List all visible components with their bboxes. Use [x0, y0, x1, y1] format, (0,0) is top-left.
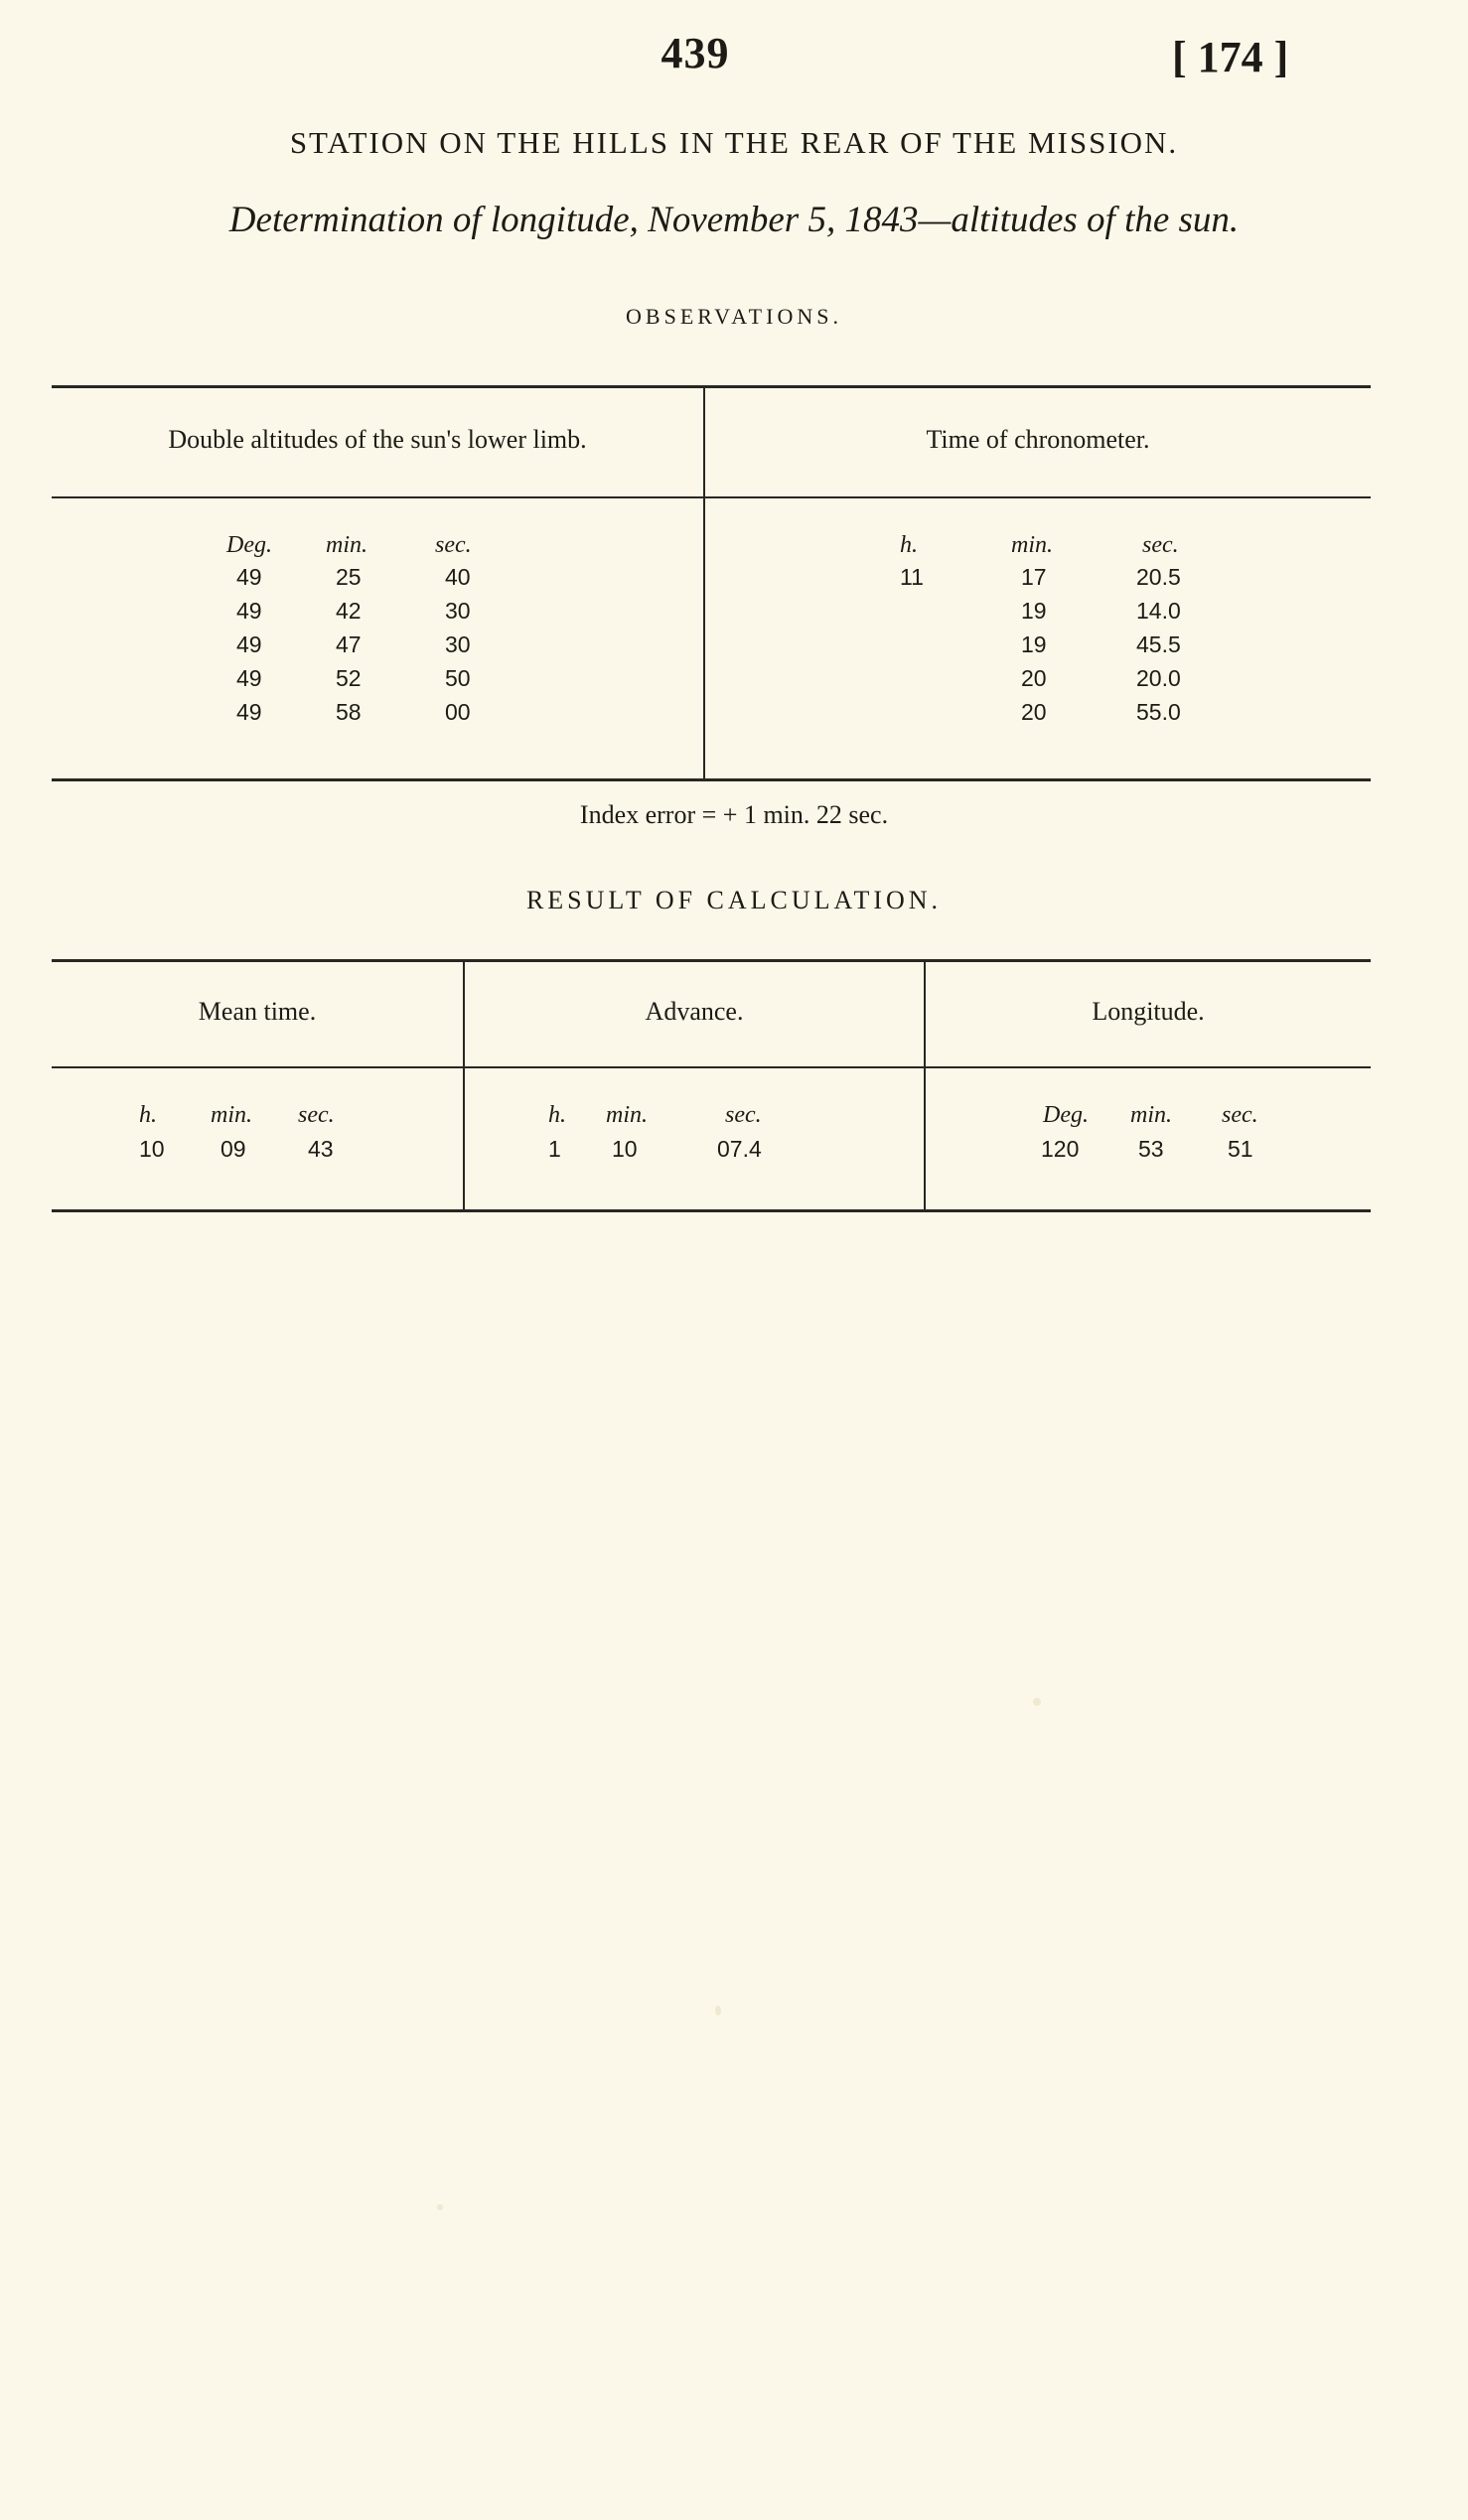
- mean-time-min: 09: [220, 1136, 246, 1162]
- unit-min: min.: [1130, 1102, 1172, 1128]
- subtitle: Determination of longitude, November 5, 1843—altitudes of the sun.: [228, 200, 1240, 240]
- unit-sec: sec.: [725, 1102, 762, 1128]
- chron-min: 20: [1021, 699, 1047, 725]
- unit-chron-min: min.: [1011, 532, 1053, 558]
- unit-h: h.: [900, 532, 918, 558]
- obs-deg: 49: [236, 631, 262, 657]
- header-divider-rule: [52, 1066, 1371, 1068]
- table-bottom-rule: [52, 778, 1371, 781]
- unit-h: h.: [548, 1102, 566, 1128]
- mean-time-h: 10: [139, 1136, 165, 1162]
- paper-stain: [437, 2204, 443, 2210]
- observations-heading: OBSERVATIONS.: [626, 304, 842, 329]
- obs-min: 58: [336, 699, 362, 725]
- unit-deg: Deg.: [1043, 1102, 1089, 1128]
- column-header-mean-time: Mean time.: [198, 997, 317, 1026]
- obs-sec: 50: [445, 665, 471, 691]
- advance-min: 10: [612, 1136, 638, 1162]
- station-title: STATION ON THE HILLS IN THE REAR OF THE MISSION.: [289, 125, 1179, 160]
- obs-sec: 00: [445, 699, 471, 725]
- obs-min: 25: [336, 564, 362, 590]
- advance-h: 1: [548, 1136, 561, 1162]
- unit-chron-sec: sec.: [1142, 532, 1179, 558]
- chron-min: 19: [1021, 631, 1047, 657]
- paper-stain: [1033, 1698, 1041, 1706]
- unit-sec: sec.: [1222, 1102, 1258, 1128]
- obs-sec: 30: [445, 631, 471, 657]
- obs-deg: 49: [236, 665, 262, 691]
- longitude-sec: 51: [1228, 1136, 1253, 1162]
- unit-sec: sec.: [298, 1102, 335, 1128]
- chron-min: 20: [1021, 665, 1047, 691]
- obs-min: 42: [336, 598, 362, 624]
- table-top-rule: [52, 385, 1371, 388]
- index-error: Index error = + 1 min. 22 sec.: [579, 800, 889, 829]
- obs-deg: 49: [236, 699, 262, 725]
- obs-sec: 30: [445, 598, 471, 624]
- obs-deg: 49: [236, 598, 262, 624]
- page-number: 439: [661, 29, 730, 77]
- column-header-altitudes: Double altitudes of the sun's lower limb.: [168, 425, 587, 454]
- unit-min: min.: [606, 1102, 648, 1128]
- chron-h: 11: [900, 564, 924, 590]
- paper-stain: [715, 2006, 721, 2016]
- column-header-advance: Advance.: [645, 997, 744, 1026]
- unit-sec: sec.: [435, 532, 472, 558]
- unit-h: h.: [139, 1102, 157, 1128]
- unit-min: min.: [211, 1102, 252, 1128]
- table-bottom-rule: [52, 1209, 1371, 1212]
- longitude-deg: 120: [1041, 1136, 1080, 1162]
- table-top-rule: [52, 959, 1371, 962]
- chron-min: 17: [1021, 564, 1047, 590]
- chron-min: 19: [1021, 598, 1047, 624]
- obs-min: 52: [336, 665, 362, 691]
- result-heading: RESULT OF CALCULATION.: [525, 886, 943, 914]
- chron-sec: 20.5: [1136, 564, 1181, 590]
- column-header-longitude: Longitude.: [1092, 997, 1205, 1026]
- chron-sec: 55.0: [1136, 699, 1181, 725]
- header-divider-rule: [52, 496, 1371, 498]
- chron-sec: 20.0: [1136, 665, 1181, 691]
- unit-min: min.: [326, 532, 367, 558]
- plate-number: [ 174 ]: [1172, 33, 1289, 81]
- chron-sec: 45.5: [1136, 631, 1181, 657]
- longitude-min: 53: [1138, 1136, 1164, 1162]
- column-header-chronometer: Time of chronometer.: [926, 425, 1150, 454]
- unit-deg: Deg.: [226, 532, 272, 558]
- chron-sec: 14.0: [1136, 598, 1181, 624]
- advance-sec: 07.4: [717, 1136, 762, 1162]
- obs-min: 47: [336, 631, 362, 657]
- obs-deg: 49: [236, 564, 262, 590]
- obs-sec: 40: [445, 564, 471, 590]
- mean-time-sec: 43: [308, 1136, 334, 1162]
